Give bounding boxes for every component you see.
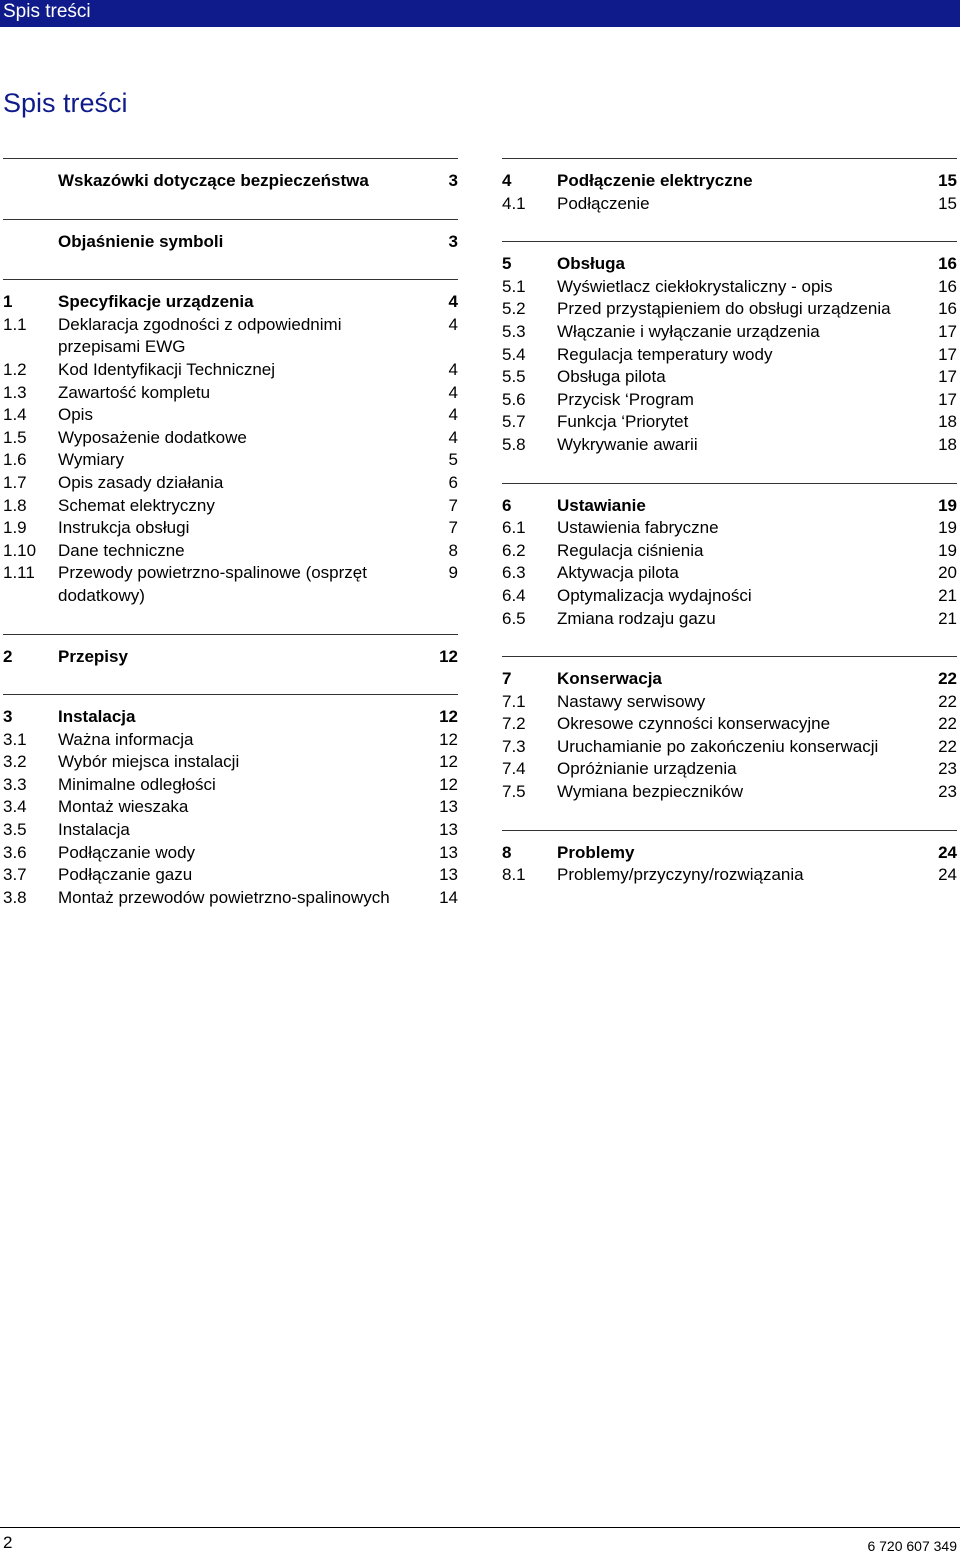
toc-entry-number: 5.8: [502, 434, 526, 454]
toc-entry-title: Optymalizacja wydajności: [557, 585, 752, 605]
footer-page-number: 2: [3, 1533, 13, 1552]
toc-section: [502, 830, 957, 887]
toc-entry-number: 3.3: [3, 774, 27, 794]
toc-entry-title: Włączanie i wyłączanie urządzenia: [557, 321, 820, 341]
toc-entry-page: 5: [448, 450, 458, 470]
toc-entry-row: [3, 359, 458, 382]
toc-entry-number: 7.4: [502, 759, 526, 779]
toc-entry-page: 12: [439, 646, 458, 666]
toc-entry-title: Podłączenie elektryczne: [557, 171, 753, 190]
toc-entry-number: 3.2: [3, 752, 27, 772]
toc-entry-title: Funkcja ‘Priorytet: [557, 412, 689, 432]
toc-entry-number: 3: [3, 707, 13, 727]
toc-chapter-row: [502, 170, 957, 193]
toc-entry-number: 7: [502, 669, 512, 689]
toc-entry-row: [3, 427, 458, 450]
toc-chapter-row: [3, 706, 458, 729]
toc-entry-page: 17: [938, 344, 957, 364]
toc-entry-row: [502, 691, 957, 714]
toc-entry-row: [502, 540, 957, 563]
toc-entry-number: 4: [502, 171, 512, 190]
toc-entry-number: 1.3: [3, 382, 27, 402]
toc-entry-title: Ustawienia fabryczne: [557, 518, 719, 538]
toc-entry-row: [3, 751, 458, 774]
toc-entry-number: 5.5: [502, 367, 526, 387]
toc-entry-page: 15: [938, 171, 957, 190]
toc-entry-number: 1.4: [3, 405, 27, 425]
toc-entry-page: 13: [439, 797, 458, 817]
toc-entry-row: [3, 887, 458, 910]
toc-entry-title: Problemy/przyczyny/rozwiązania: [557, 865, 804, 885]
toc-entry-number: 3.5: [3, 820, 27, 840]
toc-entry-row: [3, 562, 458, 607]
toc-entry-page: 19: [938, 495, 957, 515]
toc-section: [3, 219, 458, 254]
toc-entry-title: Opis zasady działania: [58, 472, 224, 492]
toc-entry-page: 4: [448, 359, 458, 379]
toc-entry-page: 17: [938, 367, 957, 387]
toc-entry-title: Ustawianie: [557, 495, 646, 515]
toc-entry-page: 22: [938, 714, 957, 734]
toc-entry-page: 14: [439, 887, 458, 907]
toc-entry-title: Schemat elektryczny: [58, 495, 215, 515]
toc-entry-page: 4: [448, 314, 458, 334]
toc-entry-title: Instrukcja obsługi: [58, 518, 190, 538]
toc-entry-page: 18: [938, 412, 957, 432]
footer-doc-code: 6 720 607 349: [867, 1538, 957, 1554]
toc-entry-page: 12: [439, 729, 458, 749]
toc-entry-page: 15: [938, 193, 957, 213]
toc-entry-row: [3, 729, 458, 752]
toc-entry-row: [502, 736, 957, 759]
toc-entry-page: 3: [448, 171, 458, 190]
toc-entry-title: Regulacja ciśnienia: [557, 540, 704, 560]
toc-entry-page: 12: [439, 752, 458, 772]
toc-entry-title: Instalacja: [58, 820, 130, 840]
toc-entry-row: [502, 585, 957, 608]
toc-entry-title: Zmiana rodzaju gazu: [557, 608, 716, 628]
toc-entry-number: 5: [502, 254, 512, 274]
toc-entry-page: 23: [938, 759, 957, 779]
toc-entry-title: Dane techniczne: [58, 540, 185, 560]
toc-entry-number: 5.7: [502, 412, 526, 432]
toc-entry-row: [502, 193, 957, 216]
toc-section: [3, 279, 458, 607]
toc-section: [502, 241, 957, 456]
toc-entry-number: 5.3: [502, 321, 526, 341]
toc-entry-number: 1.6: [3, 450, 27, 470]
toc-entry-number: 7.5: [502, 782, 526, 802]
toc-entry-number: 4.1: [502, 193, 526, 213]
toc-entry-title: Obsługa: [557, 254, 626, 274]
header-title: Spis treści: [3, 1, 91, 22]
toc-entry-title: Przewody powietrzno-spalinowe (osprzęt dodatkowy): [58, 563, 367, 605]
toc-entry-number: 2: [3, 646, 13, 666]
toc-entry-row: [502, 713, 957, 736]
toc-entry-page: 16: [938, 276, 957, 296]
toc-entry-title: Minimalne odległości: [58, 774, 216, 794]
toc-entry-row: [3, 540, 458, 563]
toc-entry-page: 17: [938, 389, 957, 409]
toc-chapter-row: [3, 170, 458, 193]
toc-entry-page: 8: [448, 540, 458, 560]
toc-entry-title: Przycisk ‘Program: [557, 389, 694, 409]
toc-entry-title: Zawartość kompletu: [58, 382, 211, 402]
toc-entry-number: 5.2: [502, 299, 526, 319]
toc-entry-title: Wykrywanie awarii: [557, 434, 698, 454]
toc-entry-page: 12: [439, 774, 458, 794]
toc-entry-page: 4: [448, 427, 458, 447]
toc-entry-row: [502, 434, 957, 457]
toc-entry-number: 6.1: [502, 518, 526, 538]
toc-entry-number: 7.2: [502, 714, 526, 734]
toc-entry-number: 6.5: [502, 608, 526, 628]
toc-entry-title: Ważna informacja: [58, 729, 194, 749]
toc-entry-number: 3.8: [3, 887, 27, 907]
toc-entry-title: Wymiary: [58, 450, 124, 470]
toc-entry-page: 22: [938, 736, 957, 756]
toc-entry-row: [502, 608, 957, 631]
toc-entry-title: Wymiana bezpieczników: [557, 782, 743, 802]
toc-entry-page: 3: [448, 231, 458, 251]
toc-entry-page: 19: [938, 518, 957, 538]
toc-chapter-row: [502, 668, 957, 691]
toc-entry-number: 6.2: [502, 540, 526, 560]
toc-entry-number: 1.9: [3, 518, 27, 538]
toc-entry-page: 13: [439, 865, 458, 885]
toc-section: [502, 483, 957, 631]
toc-entry-row: [502, 321, 957, 344]
toc-chapter-row: [502, 495, 957, 518]
toc-section: [502, 656, 957, 804]
toc-entry-title: Specyfikacje urządzenia: [58, 292, 254, 312]
toc-entry-row: [3, 404, 458, 427]
toc-entry-page: 22: [938, 691, 957, 711]
toc-entry-page: 23: [938, 782, 957, 802]
toc-entry-title: Nastawy serwisowy: [557, 691, 706, 711]
toc-entry-page: 13: [439, 842, 458, 862]
toc-entry-page: 12: [439, 707, 458, 727]
toc-entry-row: [502, 562, 957, 585]
toc-entry-title: Podłączanie wody: [58, 842, 196, 862]
toc-entry-page: 7: [448, 518, 458, 538]
toc-section: [3, 694, 458, 909]
toc-entry-title: Montaż przewodów powietrzno-spalinowych: [58, 887, 390, 907]
toc-entry-row: [3, 796, 458, 819]
toc-entry-number: 7.3: [502, 736, 526, 756]
toc-entry-page: 7: [448, 495, 458, 515]
toc-entry-row: [3, 449, 458, 472]
toc-entry-page: 6: [448, 472, 458, 492]
toc-chapter-row: [3, 646, 458, 669]
toc-entry-number: 3.1: [3, 729, 27, 749]
toc-entry-number: 1.5: [3, 427, 27, 447]
toc-entry-title: Opróżnianie urządzenia: [557, 759, 737, 779]
toc-entry-row: [502, 864, 957, 887]
toc-right-column: [502, 158, 957, 913]
toc-entry-page: 16: [938, 254, 957, 274]
toc-entry-page: 9: [448, 563, 458, 583]
toc-entry-row: [3, 495, 458, 518]
toc-entry-page: 21: [938, 585, 957, 605]
toc-entry-title: Okresowe czynności konserwacyjne: [557, 714, 831, 734]
toc-entry-row: [3, 819, 458, 842]
toc-entry-title: Aktywacja pilota: [557, 563, 679, 583]
toc-entry-row: [3, 774, 458, 797]
toc-left-column: [3, 158, 458, 935]
toc-entry-row: [3, 314, 458, 359]
toc-entry-number: 1: [3, 292, 13, 312]
footer-rule: [0, 1527, 960, 1528]
toc-entry-number: 3.4: [3, 797, 27, 817]
toc-entry-row: [502, 411, 957, 434]
toc-entry-page: 22: [938, 669, 957, 689]
toc-entry-title: Podłączanie gazu: [58, 865, 193, 885]
toc-entry-number: 1.8: [3, 495, 27, 515]
toc-entry-title: Opis: [58, 405, 93, 425]
toc-entry-page: 4: [448, 382, 458, 402]
toc-entry-title: Uruchamianie po zakończeniu konserwacji: [557, 736, 879, 756]
toc-entry-title: Montaż wieszaka: [58, 797, 189, 817]
toc-entry-page: 18: [938, 434, 957, 454]
toc-entry-title: Przepisy: [58, 646, 128, 666]
toc-entry-title: Wyposażenie dodatkowe: [58, 427, 247, 447]
toc-entry-page: 4: [448, 292, 458, 312]
toc-entry-number: 3.7: [3, 865, 27, 885]
toc-entry-page: 21: [938, 608, 957, 628]
page-title: Spis treści: [3, 88, 128, 118]
toc-entry-row: [3, 842, 458, 865]
toc-entry-title: Podłączenie: [557, 193, 650, 213]
toc-entry-title: Wskazówki dotyczące bezpieczeństwa: [58, 171, 369, 190]
toc-entry-title: Problemy: [557, 842, 635, 862]
toc-section: [3, 634, 458, 669]
toc-entry-title: Wyświetlacz ciekłokrystaliczny - opis: [557, 276, 833, 296]
toc-entry-number: 8.1: [502, 865, 526, 885]
toc-entry-title: Deklaracja zgodności z odpowiednimi przepisami EWG: [58, 314, 342, 357]
toc-entry-page: 20: [938, 563, 957, 583]
toc-entry-row: [502, 758, 957, 781]
toc-entry-number: 1.10: [3, 540, 37, 560]
toc-entry-row: [3, 517, 458, 540]
header-bar: [0, 0, 960, 27]
toc-entry-row: [502, 389, 957, 412]
toc-entry-page: 24: [938, 842, 957, 862]
toc-entry-title: Wybór miejsca instalacji: [58, 752, 240, 772]
toc-chapter-row: [502, 253, 957, 276]
toc-entry-number: 7.1: [502, 691, 526, 711]
toc-entry-number: 5.6: [502, 389, 526, 409]
toc-entry-number: 1.2: [3, 359, 27, 379]
toc-entry-row: [502, 298, 957, 321]
toc-entry-row: [3, 382, 458, 405]
toc-entry-title: Regulacja temperatury wody: [557, 344, 773, 364]
toc-entry-number: 3.6: [3, 842, 27, 862]
toc-entry-row: [502, 366, 957, 389]
toc-entry-number: 1.11: [3, 563, 35, 583]
toc-entry-row: [502, 276, 957, 299]
toc-entry-number: 1.7: [3, 472, 27, 492]
toc-entry-number: 6.3: [502, 563, 526, 583]
toc-entry-number: 6: [502, 495, 512, 515]
toc-chapter-row: [3, 231, 458, 254]
toc-section: [3, 158, 458, 193]
toc-chapter-row: [3, 291, 458, 314]
toc-entry-number: 8: [502, 842, 512, 862]
toc-chapter-row: [502, 842, 957, 865]
toc-entry-title: Konserwacja: [557, 669, 662, 689]
toc-entry-row: [3, 472, 458, 495]
toc-entry-page: 13: [439, 820, 458, 840]
toc-entry-number: 5.1: [502, 276, 526, 296]
toc-entry-page: 19: [938, 540, 957, 560]
toc-entry-row: [3, 864, 458, 887]
toc-entry-title: Obsługa pilota: [557, 367, 666, 387]
toc-entry-title: Kod Identyfikacji Technicznej: [58, 359, 276, 379]
toc-entry-number: 6.4: [502, 585, 526, 605]
toc-entry-page: 24: [938, 865, 957, 885]
toc-entry-title: Objaśnienie symboli: [58, 231, 224, 251]
toc-entry-page: 4: [448, 405, 458, 425]
toc-entry-page: 16: [938, 299, 957, 319]
toc-entry-title: Przed przystąpieniem do obsługi urządzenia: [557, 299, 891, 319]
toc-entry-row: [502, 781, 957, 804]
toc-section: [502, 158, 957, 215]
toc-entry-number: 5.4: [502, 344, 526, 364]
toc-entry-row: [502, 517, 957, 540]
toc-entry-number: 1.1: [3, 314, 27, 334]
toc-entry-page: 17: [938, 321, 957, 341]
toc-entry-row: [502, 344, 957, 367]
toc-entry-title: Instalacja: [58, 707, 136, 727]
